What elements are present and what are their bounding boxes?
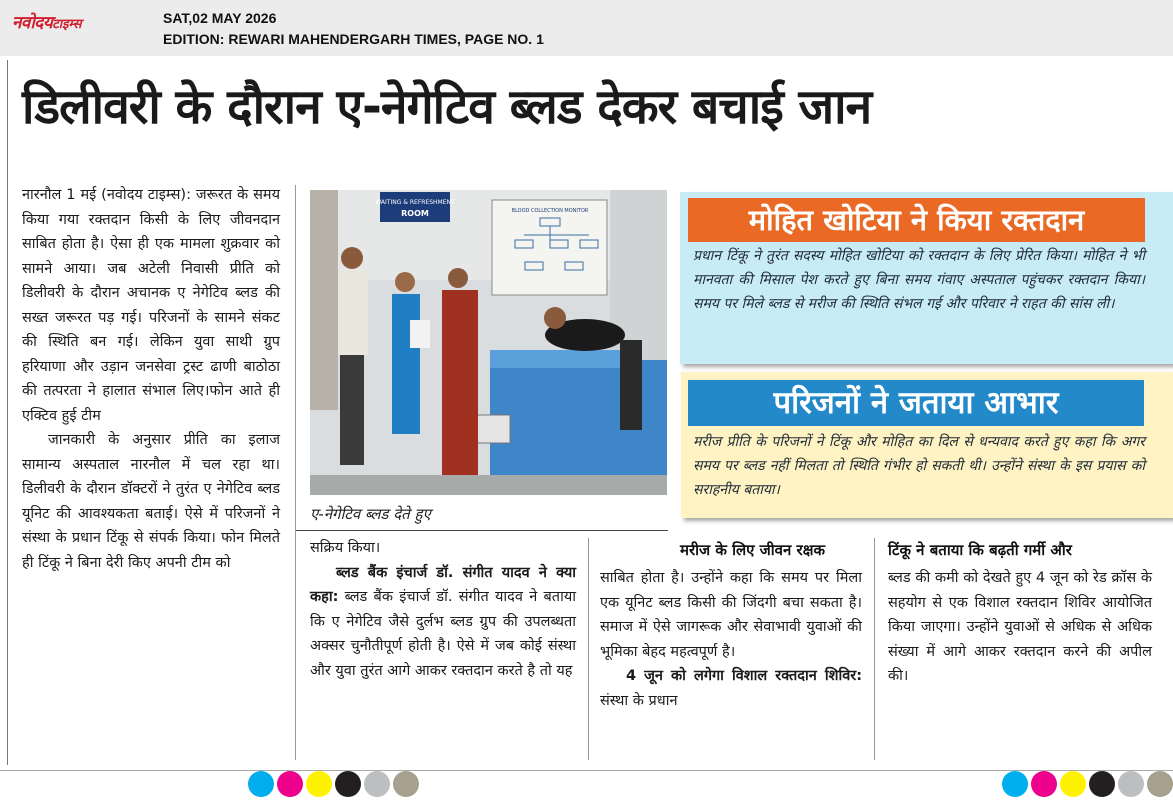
cyan-dot-icon bbox=[1002, 771, 1028, 797]
yellow-dot-icon bbox=[1060, 771, 1086, 797]
registration-marks-right bbox=[1002, 771, 1173, 797]
article-paragraph: ब्लड बैंक इंचार्ज डॉ. संगीत यादव ने क्या कहा: ब्लड बैंक इंचार्ज डॉ. संगीत यादव ने बताया कि ए नेगेटिव जैसे दुर्लभ ब्लड ग्रुप की उपलब्धता अक्सर चुनौतीपूर्ण होती है। ऐसे में जब कोई संस्था और युवा तुरंत आगे आकर रक्तदान करते है तो यह bbox=[310, 564, 576, 679]
article-column-3 bbox=[600, 566, 862, 713]
photo-sign-blood: BLOOD COLLECTION MONITOR bbox=[511, 208, 589, 214]
highlight-box-text: मरीज प्रीति के परिजनों ने टिंकू और मोहित का दिल से धन्यवाद करते हुए कहा कि अगर समय पर ब्लड नहीं मिलता तो स्थिति गंभीर हो सकती थी। उन्होंने संस्था के इस प्रयास को सराहनीय बताया। bbox=[693, 434, 1145, 498]
magenta-dot-icon bbox=[277, 771, 303, 797]
article-column-2 bbox=[310, 536, 576, 683]
photo-caption: ए-नेगेटिव ब्लड देते हुए bbox=[310, 505, 431, 523]
article-paragraph: सक्रिय किया। bbox=[310, 540, 381, 556]
black-dot-icon bbox=[335, 771, 361, 797]
article-subhead: टिंकू ने बताया कि बढ़ती गर्मी और bbox=[888, 541, 1072, 559]
photo-illustration bbox=[310, 190, 667, 495]
article-column-4 bbox=[888, 566, 1152, 689]
edition-info: EDITION: REWARI MAHENDERGARH TIMES, PAGE NO. 1 bbox=[163, 31, 544, 47]
article-paragraph: नारनौल 1 मई (नवोदय टाइम्स): जरूरत के समय किया गया रक्तदान किसी के लिए जीवनदान साबित होता है। ऐसा ही एक मामला शुक्रवार को सामने आया। जब अटेली निवासी प्रीति को डिलीवरी के दौरान अचानक ए नेगेटिव ब्लड की सख्त जरूरत पड़ गई। परिजनों के सामने संकट की स्थिति बन गई। लेकिन युवा साथी ग्रुप हरियाणा और उड़ान जनसेवा ट्रस्ट ढाणी बाठोठा की तत्परता ने हालात संभाल लिए।फोन आते ही एक्टिव हुई टीम bbox=[22, 187, 280, 424]
article-subhead: ब्लड बैंक इंचार्ज डॉ. संगीत यादव ने क्या कहा: bbox=[310, 564, 576, 605]
masthead-bar bbox=[0, 0, 1173, 56]
article-paragraph: ब्लड की कमी को देखते हुए 4 जून को रेड क्रॉस के सहयोग से एक विशाल रक्तदान शिविर आयोजित किया जाएगा। उन्होंने युवाओं से अधिक से अधिक संख्या में आगे आकर रक्तदान करने की अपील की। bbox=[888, 570, 1152, 684]
svg-text:ROOM: ROOM bbox=[401, 209, 429, 218]
khaki-dot-icon bbox=[1147, 771, 1173, 797]
article-paragraph: साबित होता है। उन्होंने कहा कि समय पर मिला एक यूनिट ब्लड किसी की जिंदगी बचा सकता है। समाज में ऐसे जागरूक और सेवाभावी युवाओं की भूमिका बेहद महत्वपूर्ण है। bbox=[600, 570, 862, 660]
caption-rule bbox=[296, 530, 668, 531]
bottom-rule bbox=[0, 770, 1173, 771]
highlight-box-title: मोहित खोटिया ने किया रक्तदान bbox=[688, 198, 1145, 242]
column-divider bbox=[295, 185, 296, 760]
black-dot-icon bbox=[1089, 771, 1115, 797]
logo-main: नवोदय bbox=[12, 13, 53, 33]
article-paragraph: जानकारी के अनुसार प्रीति का इलाज सामान्य अस्पताल नारनौल में चल रहा था। डिलीवरी के दौरान डॉक्टरों ने तुरंत ए नेगेटिव ब्लड यूनिट की आवश्यकता बताई। ऐसे में परिजनों ने संस्था के प्रधान टिंकू से संपर्क किया। फोन मिलते ही टिंकू ने बिना देरी किए अपनी टीम को bbox=[22, 432, 280, 571]
magenta-dot-icon bbox=[1031, 771, 1057, 797]
article-subhead: 4 जून को लगेगा विशाल रक्तदान शिविर: bbox=[626, 668, 862, 684]
news-photo bbox=[310, 190, 667, 495]
yellow-dot-icon bbox=[306, 771, 332, 797]
left-margin-rule bbox=[7, 60, 8, 765]
photo-sign-waiting: WAITING & REFRESHMENT bbox=[375, 199, 455, 206]
column-divider bbox=[588, 538, 589, 760]
highlight-box-title: परिजनों ने जताया आभार bbox=[688, 380, 1144, 426]
gray-dot-icon bbox=[1118, 771, 1144, 797]
edition-meta bbox=[163, 8, 544, 50]
article-column-1 bbox=[22, 183, 280, 575]
edition-date: SAT,02 MAY 2026 bbox=[163, 10, 277, 26]
gray-dot-icon bbox=[364, 771, 390, 797]
article-subhead: मरीज के लिए जीवन रक्षक bbox=[680, 541, 825, 559]
registration-marks-left bbox=[248, 771, 419, 797]
headline: डिलीवरी के दौरान ए-नेगेटिव ब्लड देकर बचाई जान bbox=[22, 79, 872, 135]
newspaper-logo bbox=[12, 10, 82, 33]
cyan-dot-icon bbox=[248, 771, 274, 797]
highlight-box-text: प्रधान टिंकू ने तुरंत सदस्य मोहित खोटिया को रक्तदान के लिए प्रेरित किया। मोहित ने भी मानवता की मिसाल पेश करते हुए बिना समय गंवाए अस्पताल पहुंचकर रक्तदान किया। समय पर मिले ब्लड से मरीज की स्थिति संभल गई और परिवार ने राहत की सांस ली। bbox=[693, 248, 1145, 312]
khaki-dot-icon bbox=[393, 771, 419, 797]
article-paragraph: 4 जून को लगेगा विशाल रक्तदान शिविर: संस्था के प्रधान bbox=[600, 668, 862, 709]
logo-sub: टाइम्स bbox=[52, 17, 82, 32]
column-divider bbox=[874, 538, 875, 760]
